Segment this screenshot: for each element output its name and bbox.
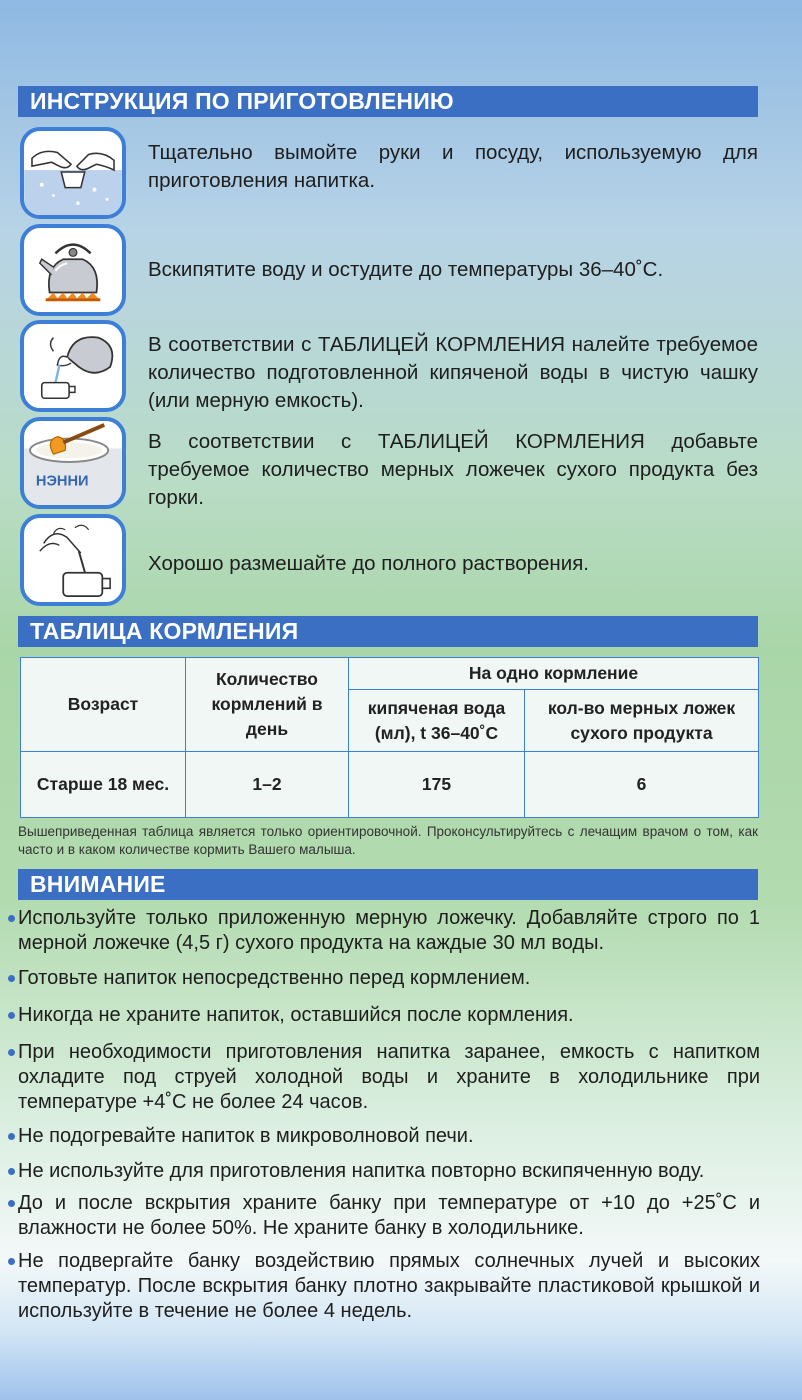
header-age: Возраст <box>21 658 186 752</box>
feeding-table <box>20 657 759 818</box>
step-3-text: В соответствии с ТАБЛИЦЕЙ КОРМЛЕНИЯ налейте требуемое количество подготовленной кипяченой воды в чистую чашку (или мерную емкость). <box>148 333 758 412</box>
bullet-icon <box>8 1200 15 1207</box>
header-feedings-per-day: Количество кормлений в день <box>186 658 349 752</box>
kettle-icon <box>20 224 126 316</box>
warning-item: Не подогревайте напиток в микроволновой печи. <box>8 1124 760 1149</box>
bullet-icon <box>8 975 15 982</box>
step-5-text: Хорошо размешайте до полного растворения. <box>148 552 590 575</box>
bullet-icon <box>8 1133 15 1140</box>
header-water: кипяченая вода (мл), t 36–40˚С <box>349 690 525 752</box>
hand-washing-icon <box>20 127 126 219</box>
scoop-powder-icon <box>20 417 126 509</box>
cell-feedings-per-day: 1–2 <box>186 752 349 818</box>
cell-water: 175 <box>349 752 525 818</box>
step-1-text: Тщательно вымойте руки и посуду, используемую для приготовления напитка. <box>148 141 758 192</box>
stirring-icon <box>20 514 126 606</box>
cell-age: Старше 18 мес. <box>21 752 186 818</box>
warning-item: Готовьте напиток непосредственно перед кормлением. <box>8 966 760 991</box>
step-2-text: Вскипятите воду и остудите до температуры 36–40˚С. <box>148 258 664 281</box>
warning-item: До и после вскрытия храните банку при температуре от +10 до +25˚С и влажности не более 50%. Не храните банку в холодильнике. <box>8 1191 760 1241</box>
warning-item: Не используйте для приготовления напитка повторно вскипяченную воду. <box>8 1159 760 1184</box>
feeding-table-title: ТАБЛИЦА КОРМЛЕНИЯ <box>18 616 758 647</box>
instruction-title: ИНСТРУКЦИЯ ПО ПРИГОТОВЛЕНИЮ <box>18 86 758 117</box>
header-scoops: кол-во мерных ложек сухого продукта <box>525 690 759 752</box>
table-note: Вышеприведенная таблица является только ориентировочной. Проконсультируйтесь с лечащим врачом о том, как часто и в каком количестве кормить Вашего малыша. <box>18 824 758 857</box>
bullet-icon <box>8 1168 15 1175</box>
bullet-icon <box>8 1258 15 1265</box>
cell-scoops: 6 <box>525 752 759 818</box>
warning-item: Не подвергайте банку воздействию прямых солнечных лучей и высоких температур. После вскрытия банку плотно закрывайте пластиковой крышкой и используйте в течение не более 4 недель. <box>8 1249 760 1324</box>
bullet-icon <box>8 1049 15 1056</box>
bullet-icon <box>8 1012 15 1019</box>
warning-item: Используйте только приложенную мерную ложечку. Добавляйте строго по 1 мерной ложечке (4,5 г) сухого продукта на каждые 30 мл воды. <box>8 906 760 956</box>
warning-item: Никогда не храните напиток, оставшийся после кормления. <box>8 1003 760 1028</box>
warning-title: ВНИМАНИЕ <box>18 869 758 900</box>
pouring-water-icon <box>20 320 126 412</box>
header-per-feeding: На одно кормление <box>349 658 759 690</box>
can-label: НЭННИ <box>35 473 89 490</box>
step-4-text: В соответствии с ТАБЛИЦЕЙ КОРМЛЕНИЯ добавьте требуемое количество мерных ложечек сухого продукта без горки. <box>148 430 758 509</box>
bullet-icon <box>8 915 15 922</box>
warning-item: При необходимости приготовления напитка заранее, емкость с напитком охладите под струей холодной воды и храните в холодильнике при температуре +4˚С не более 24 часов. <box>8 1040 760 1115</box>
